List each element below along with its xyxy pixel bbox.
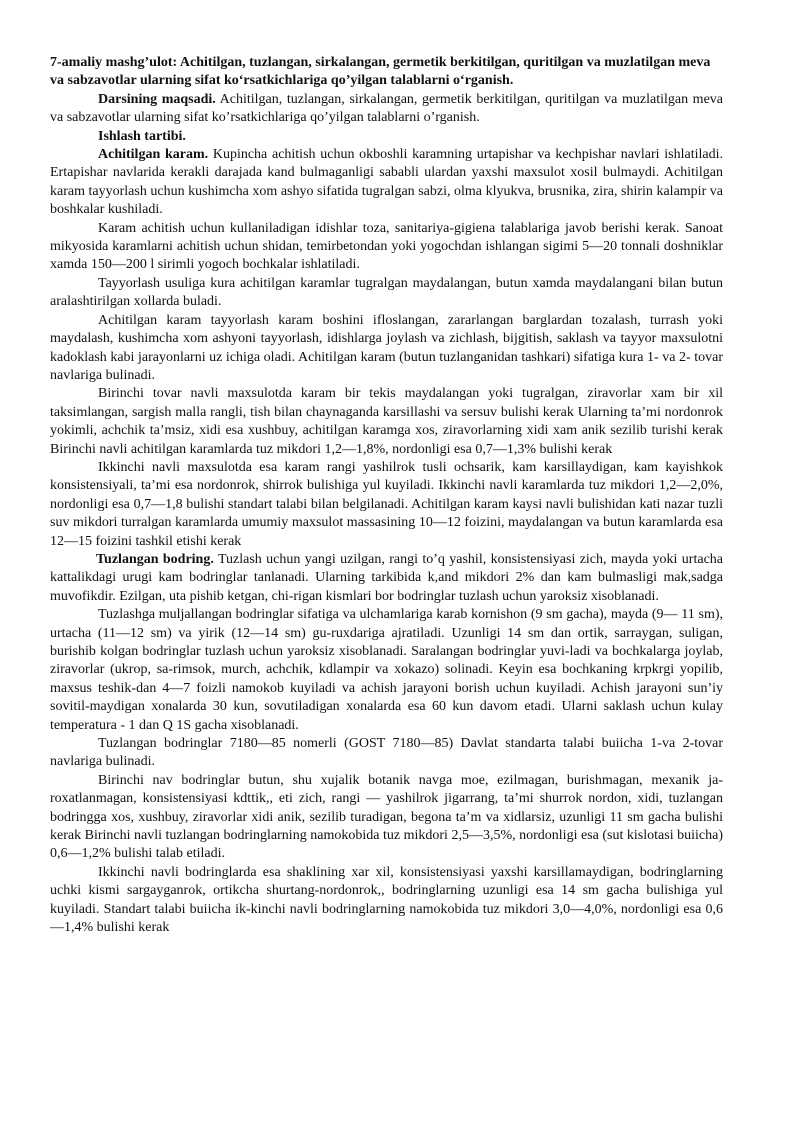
paragraph: Tayyorlash usuliga kura achitilgan karamlar tugralgan maydalangan, butun xamda maydalangani bilan butun aralashtirilgan xollarda buladi. xyxy=(50,275,723,310)
paragraph: Achitilgan karam tayyorlash karam boshini ifloslangan, zararlangan barglardan tozalash, turrash yoki maydalash, kushimcha xom ashyoni tayyorlash, idishlarga joylash va zichlash, bijgitish, saklash va tayyor maxsulotni kadoklash kabi jarayonlarni uz ichiga oladi. Achitilgan karam (butun tuzlanganidan tashkari) sifatiga kura 1- va 2- tovar navlariga bulinadi. xyxy=(50,312,723,383)
paragraph: Karam achitish uchun kullaniladigan idishlar toza, sanitariya-gigiena talablariga javob berishi kerak. Sanoat mikyosida karamlarni achitish uchun shidan, temirbetondan yoki yogochdan ishlangan sigimi 5—20 tonnali doshniklar xamda 150—200 l sirimli yogoch bochkalar ishlatiladi. xyxy=(50,220,723,273)
paragraph: Birinchi nav bodringlar butun, shu xujalik botanik navga moe, ezilmagan, burishmagan, mexanik ja-roxatlanmagan, konsistensiyasi kdttik,, eti zich, rangi — yashilrok jigarrang, ta’mi shurrok nordon, xidi, tuzlangan bodringga xos, xushbuy, ziravorlar xidi anik, sezilib turadigan, begona ta’m va xidlarsiz, uzunligi 11 sm gacha bulishi kerak Birinchi navli tuzlangan bodringlarning namokobida tuz mikdori 2,5—3,5%, nordonligi esa (sut kislotasi buiicha) 0,6—1,2% bulishi talab etiladi. xyxy=(50,772,723,862)
paragraph-sauerkraut xyxy=(50,146,723,220)
paragraph-goal xyxy=(50,91,723,128)
paragraph-text: Tuzlash uchun yangi uzilgan, rangi to’q yashil, konsistensiyasi zich, mayda yoki urtacha kattalikdagi urugi kam bodringlar tanlanadi. Ularning tarkibida k,and mikdori 2% dan kam bulmasligi mak,sadga muvofikdir. Ezilgan, uta pishib ketgan, chi-rigan kismlari bor bodringlar tuzlash uchun yaroksiz xisoblanadi. xyxy=(50,551,723,604)
paragraph: Tuzlashga muljallangan bodringlar sifatiga va ulchamlariga karab kornishon (9 sm gacha), mayda (9— 11 sm), urtacha (11—12 sm) va yirik (12—14 sm) gu-ruxdariga ajratiladi. Uzunligi 14 sm dan ortik, sarraygan, suligan, burishib kolgan bodringlar tuzlash uchun yaroksiz xisoblanadi. Saralangan bodringlar yuvi-ladi va bochkalarga joylab, ziravorlar (ukrop, sa-rimsok, murch, achchik, kdlampir va xokazo) solinadi. Keyin esa bochkaning krpkrgi yopilib, maxsus teshik-dan 4—7 foizli namokob kuyiladi va achish jarayoni borish uchun kuyiladi. Achish jarayoni sun’iy sovitil-maydigan xonalarda 30 kun, sovutiladigan xonalarda esa 60 kun davom etadi. Ularni saklash uchun kulay temperatura - 1 dan Q 1S gacha xisoblanadi. xyxy=(50,607,723,733)
paragraph: Ikkinchi navli bodringlarda esa shaklining xar xil, konsistensiyasi yaxshi karsillamaydigan, bodringlarning uchki kismi sargayganrok, ortikcha shurtang-nordonrok,, bodringlarning uzunligi esa 14 sm gacha bulishiga yul kuyiladi. Standart talabi buiicha ik-kinchi navli bodringlarning namokobida tuz mikdori 3,0—4,0%, nordonligi esa 0,6—1,4% bulishi kerak xyxy=(50,864,723,936)
paragraph: Tuzlangan bodringlar 7180—85 nomerli (GOST 7180—85) Davlat standarta talabi buiicha 1-va 2-tovar navlariga bulinadi. xyxy=(50,736,723,770)
paragraph-text: Kupincha achitish uchun okboshli karamning urtapishar va kechpishar navlari ishlatiladi. Ertapishar navlarida kerakli darajada kand bulmaganligi sababli ulardan yaxshi maxsulot xosil bulmaydi. Achitilgan karam tayyorlash uchun kushimcha xom ashyo sifatida tugralgan sabzi, olma klyukva, brusnika, zira, shirin kalampir va boshkalar kushiladi. xyxy=(50,147,723,218)
paragraph: Ikkinchi navli maxsulotda esa karam rangi yashilrok tusli ochsarik, kam karsillaydigan, kam kayishkok konsistensiyali, ta’mi esa nordonrok, shirrok bulishiga yul kuyiladi. Ikkinchi navli karamlarda tuz mikdori 1,2—2,0%, nordonligi esa 0,7—1,8 bulishi standart talabi bilan belgilanadi. Achitilgan karam kaysi navli bulishidan kati nazar tuzli suv mikdori turralgan karamlarda umumiy maxsulot massasining 10—12 foizini, maydalangan va butun karamlarda esa 12—15 foizini tashkil etishi kerak xyxy=(50,459,723,549)
paragraph-pickled-cucumber xyxy=(50,551,723,606)
paragraph-text: Achitilgan, tuzlangan, sirkalangan, germetik berkitilgan, quritilgan va muzlatilgan meva va sabzavotlar ularning sifat ko’rsatkichlariga qo’yilgan talablarni o’rganish. xyxy=(50,91,723,126)
paragraph-lead: Darsining maqsadi. xyxy=(98,91,216,107)
paragraph-lead: Tuzlangan bodring. xyxy=(96,551,214,567)
document-page xyxy=(50,54,723,938)
section-heading-procedure: Ishlash tartibi. xyxy=(98,128,186,144)
page-title: 7-amaliy mashg’ulot: Achitilgan, tuzlangan, sirkalangan, germetik berkitilgan, quritilgan va muzlatilgan meva va sabzavotlar ularning sifat ko‘rsatkichlariga qo’yilgan talablarni o‘rganish. xyxy=(50,55,711,89)
paragraph-lead: Achitilgan karam. xyxy=(98,147,209,163)
paragraph: Birinchi tovar navli maxsulotda karam bir tekis maydalangan yoki tugralgan, ziravorlar xam bir xil taksimlangan, sargish malla rangli, tish bilan chaynaganda karsillashi va sersuv bulishi kerak Ularning ta’mi nordonrok yokimli, achchik ta’msiz, xidi esa xushbuy, achitilgan karamga xos, ziravorlarning xidi xam anik sezilib turishi kerak Birinchi navli achitilgan karamlarda tuz mikdori 1,2—1,8%, nordonligi esa 0,7—1,3% bulishi kerak xyxy=(50,386,723,457)
